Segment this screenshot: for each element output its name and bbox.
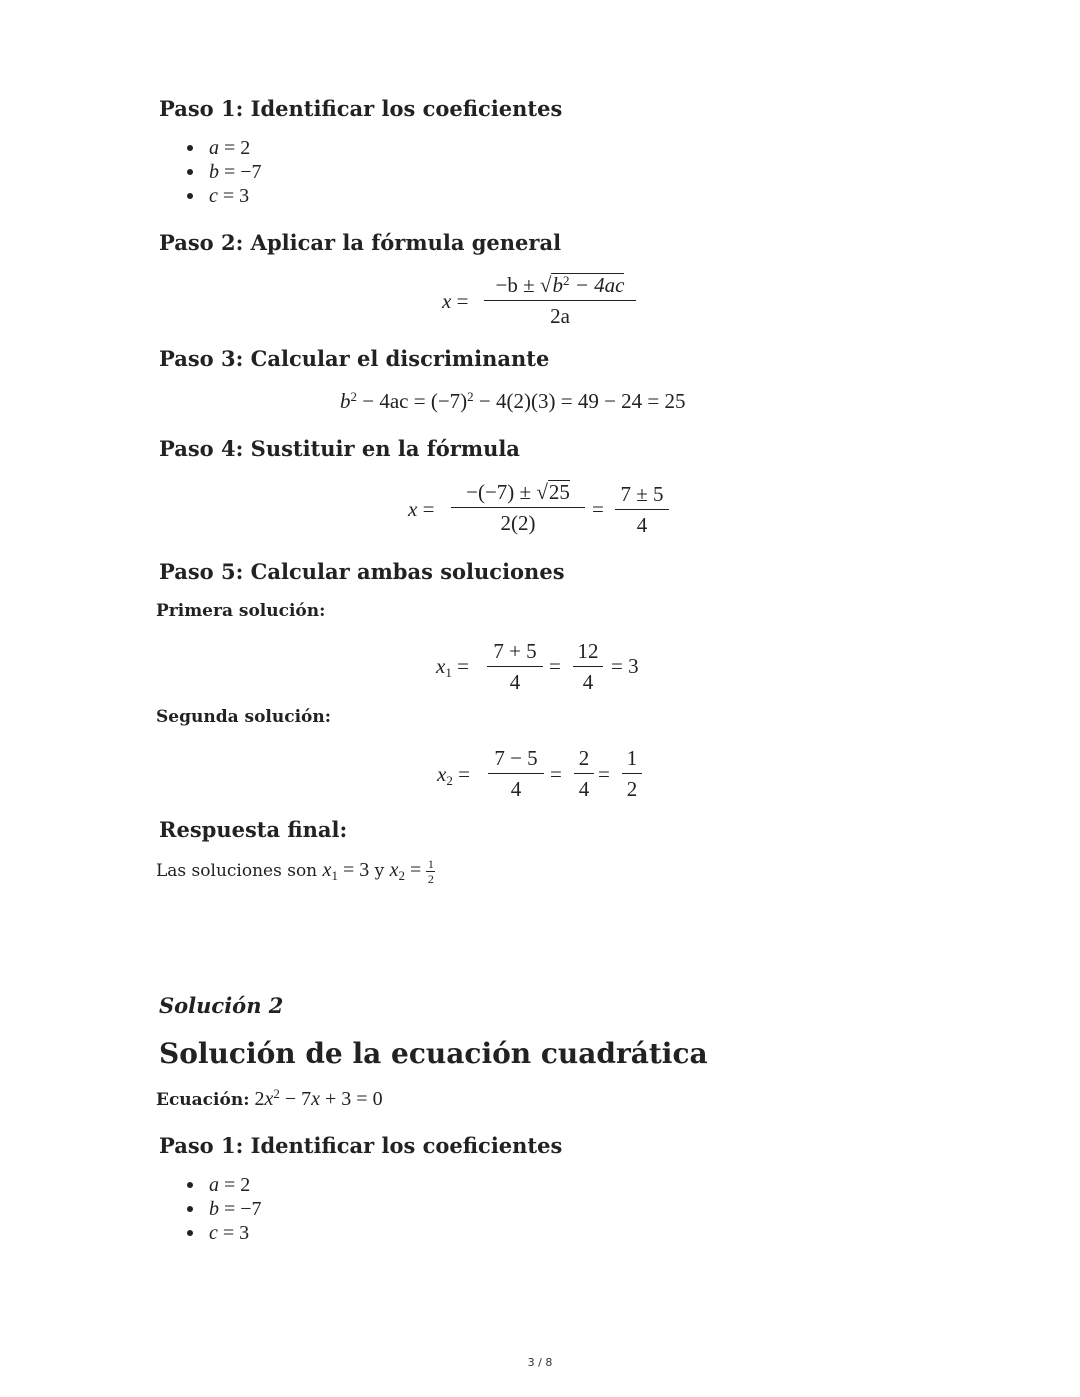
segunda-solucion-label: Segunda solución: — [156, 707, 332, 727]
substitution-fraction: −(−7) ± √25 2(2) — [451, 480, 585, 536]
paso1-heading: Paso 1: Identificar los coeficientes — [159, 96, 563, 121]
formula-lhs: x = — [442, 289, 469, 313]
solucion-2-label: Solución 2 — [159, 993, 284, 1018]
paso3-heading: Paso 3: Calcular el discriminante — [159, 346, 550, 371]
equals-sign: = — [592, 497, 604, 521]
x2-fraction-2: 2 4 — [574, 746, 594, 802]
paso5-heading: Paso 5: Calcular ambas soluciones — [159, 559, 565, 584]
paso4-heading: Paso 4: Sustituir en la fórmula — [159, 436, 520, 461]
bullet-icon — [187, 1206, 193, 1212]
bullet-icon — [187, 1182, 193, 1188]
paso1-heading-2: Paso 1: Identificar los coeficientes — [159, 1133, 563, 1158]
equals-sign: = — [598, 762, 610, 786]
discriminant-equation: $b^2 - 4ac = (-7)^2 - 4(2)(3) = 49 - 24 = 25$ — [340, 389, 686, 413]
quadratic-formula-fraction: $-b \pm √b^2 - 4ac$ 2a — [484, 273, 636, 329]
x1-fraction-2: 12 4 — [573, 639, 603, 695]
substitution-lhs: x = — [408, 497, 435, 521]
respuesta-final-heading: Respuesta final: — [159, 817, 348, 842]
ecuacion-line: Ecuación: $2x^2 - 7x + 3 = 0$ — [156, 1086, 383, 1110]
x2-lhs: $x_2$ = — [437, 762, 470, 788]
primera-solucion-label: Primera solución: — [156, 601, 326, 621]
simplified-fraction: 7 ± 5 4 — [615, 482, 669, 538]
document-page: Paso 1: Identificar los coeficientes a = 2 b = −7 c = 3 Paso 2: Aplicar la fórmula general x = $-b \pm √b^2 - 4ac$ 2a Paso 3: Calcular el discriminante $b^2 - 4ac = (-7)^2 - 4(2)(3) = 49 - 24 = 25$ Paso 4: Sustituir en la fórmula x = −(−7) ± √25 2(2) = 7 ± 5 4 Paso 5: Calcular ambas soluciones Primera solución: $x_1$ = 7 + 5 4 = 12 4 = 3 Segunda solución: $x_2$ = 7 − 5 4 = 2 4 = 1 2 Respuesta final: Las soluciones son $x_1 = 3$ y $x_2 = \frac{1}{2}$ Solución 2 Solución de la ecuación cuadrática Ecuación: $2x^2 - 7x + 3 = 0$ Paso 1: Identificar los coeficientes a = 2 b = −7 c = 3 3 / 8 — [0, 0, 1080, 1397]
equals-sign: = — [550, 762, 562, 786]
x2-fraction-3: 1 2 — [622, 746, 642, 802]
x1-lhs: $x_1$ = — [436, 654, 469, 680]
x1-result: = 3 — [611, 654, 639, 678]
equals-sign: = — [549, 654, 561, 678]
bullet-icon — [187, 193, 193, 199]
x2-fraction-1: 7 − 5 4 — [488, 746, 544, 802]
section-title: Solución de la ecuación cuadrática — [159, 1037, 708, 1070]
bullet-icon — [187, 145, 193, 151]
bullet-icon — [187, 1230, 193, 1236]
page-number: 3 / 8 — [527, 1356, 553, 1369]
respuesta-final-text: Las soluciones son $x_1 = 3$ y $x_2 = \frac{1}{2}$ — [156, 857, 434, 886]
bullet-icon — [187, 169, 193, 175]
paso2-heading: Paso 2: Aplicar la fórmula general — [159, 230, 562, 255]
x1-fraction-1: 7 + 5 4 — [487, 639, 543, 695]
